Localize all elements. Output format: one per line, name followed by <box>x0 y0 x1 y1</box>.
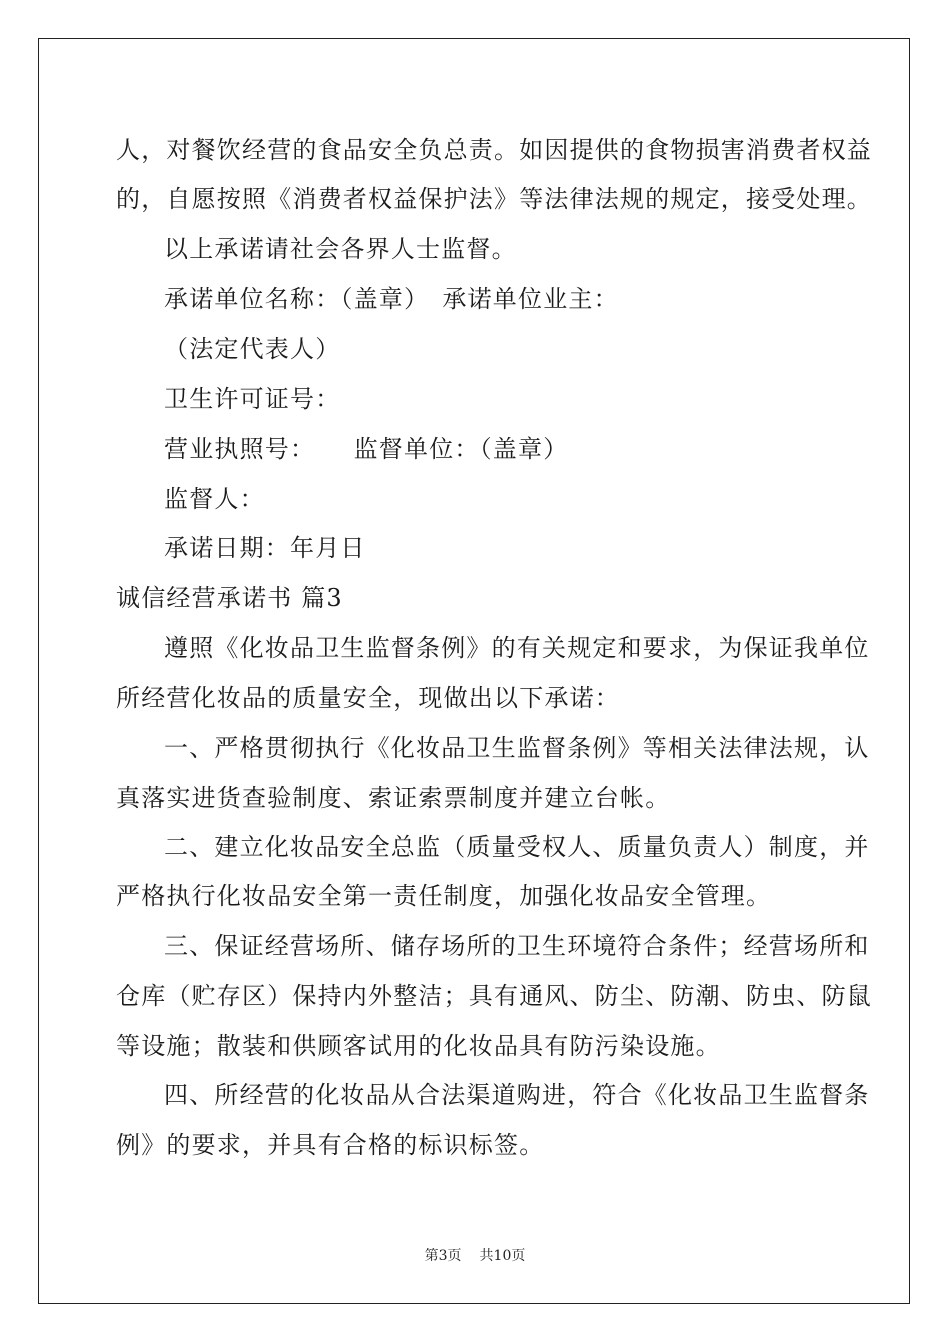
body-line: 所经营化妆品的质量安全，现做出以下承诺： <box>116 684 620 712</box>
body-line: 例》的要求，并具有合格的标识标签。 <box>116 1131 545 1159</box>
page-total: 共10页 <box>479 1248 526 1264</box>
body-line: 监督人： <box>164 485 265 513</box>
body-line: 遵照《化妆品卫生监督条例》的有关规定和要求，为保证我单位 <box>164 634 870 662</box>
body-line: 二、建立化妆品安全总监（质量受权人、质量负责人）制度，并 <box>164 833 870 861</box>
body-line: 仓库（贮存区）保持内外整洁；具有通风、防尘、防潮、防虫、防鼠 <box>116 982 872 1010</box>
body-line: 真落实进货查验制度、索证索票制度并建立台帐。 <box>116 784 671 812</box>
body-line: （法定代表人） <box>164 335 341 363</box>
body-line: 四、所经营的化妆品从合法渠道购进，符合《化妆品卫生监督条 <box>164 1081 870 1109</box>
page-number: 第3页 <box>424 1248 462 1264</box>
body-line: 卫生许可证号： <box>164 385 341 413</box>
page-footer <box>0 1246 950 1266</box>
body-line: 的，自愿按照《消费者权益保护法》等法律法规的规定，接受处理。 <box>116 185 872 213</box>
body-line: 严格执行化妆品安全第一责任制度，加强化妆品安全管理。 <box>116 882 772 910</box>
body-line: 三、保证经营场所、储存场所的卫生环境符合条件；经营场所和 <box>164 932 870 960</box>
section-heading: 诚信经营承诺书 篇3 <box>116 584 343 612</box>
body-line: 营业执照号： 监督单位：（盖章） <box>164 435 569 463</box>
body-line: 等设施；散装和供顾客试用的化妆品具有防污染设施。 <box>116 1032 721 1060</box>
body-line: 以上承诺请社会各界人士监督。 <box>164 235 517 263</box>
body-line: 一、严格贯彻执行《化妆品卫生监督条例》等相关法律法规，认 <box>164 734 870 762</box>
page-border <box>38 38 910 1304</box>
body-line: 人，对餐饮经营的食品安全负总责。如因提供的食物损害消费者权益 <box>116 136 872 164</box>
body-line: 承诺日期：年月日 <box>164 534 366 562</box>
body-line: 承诺单位名称：（盖章） 承诺单位业主： <box>164 285 619 313</box>
